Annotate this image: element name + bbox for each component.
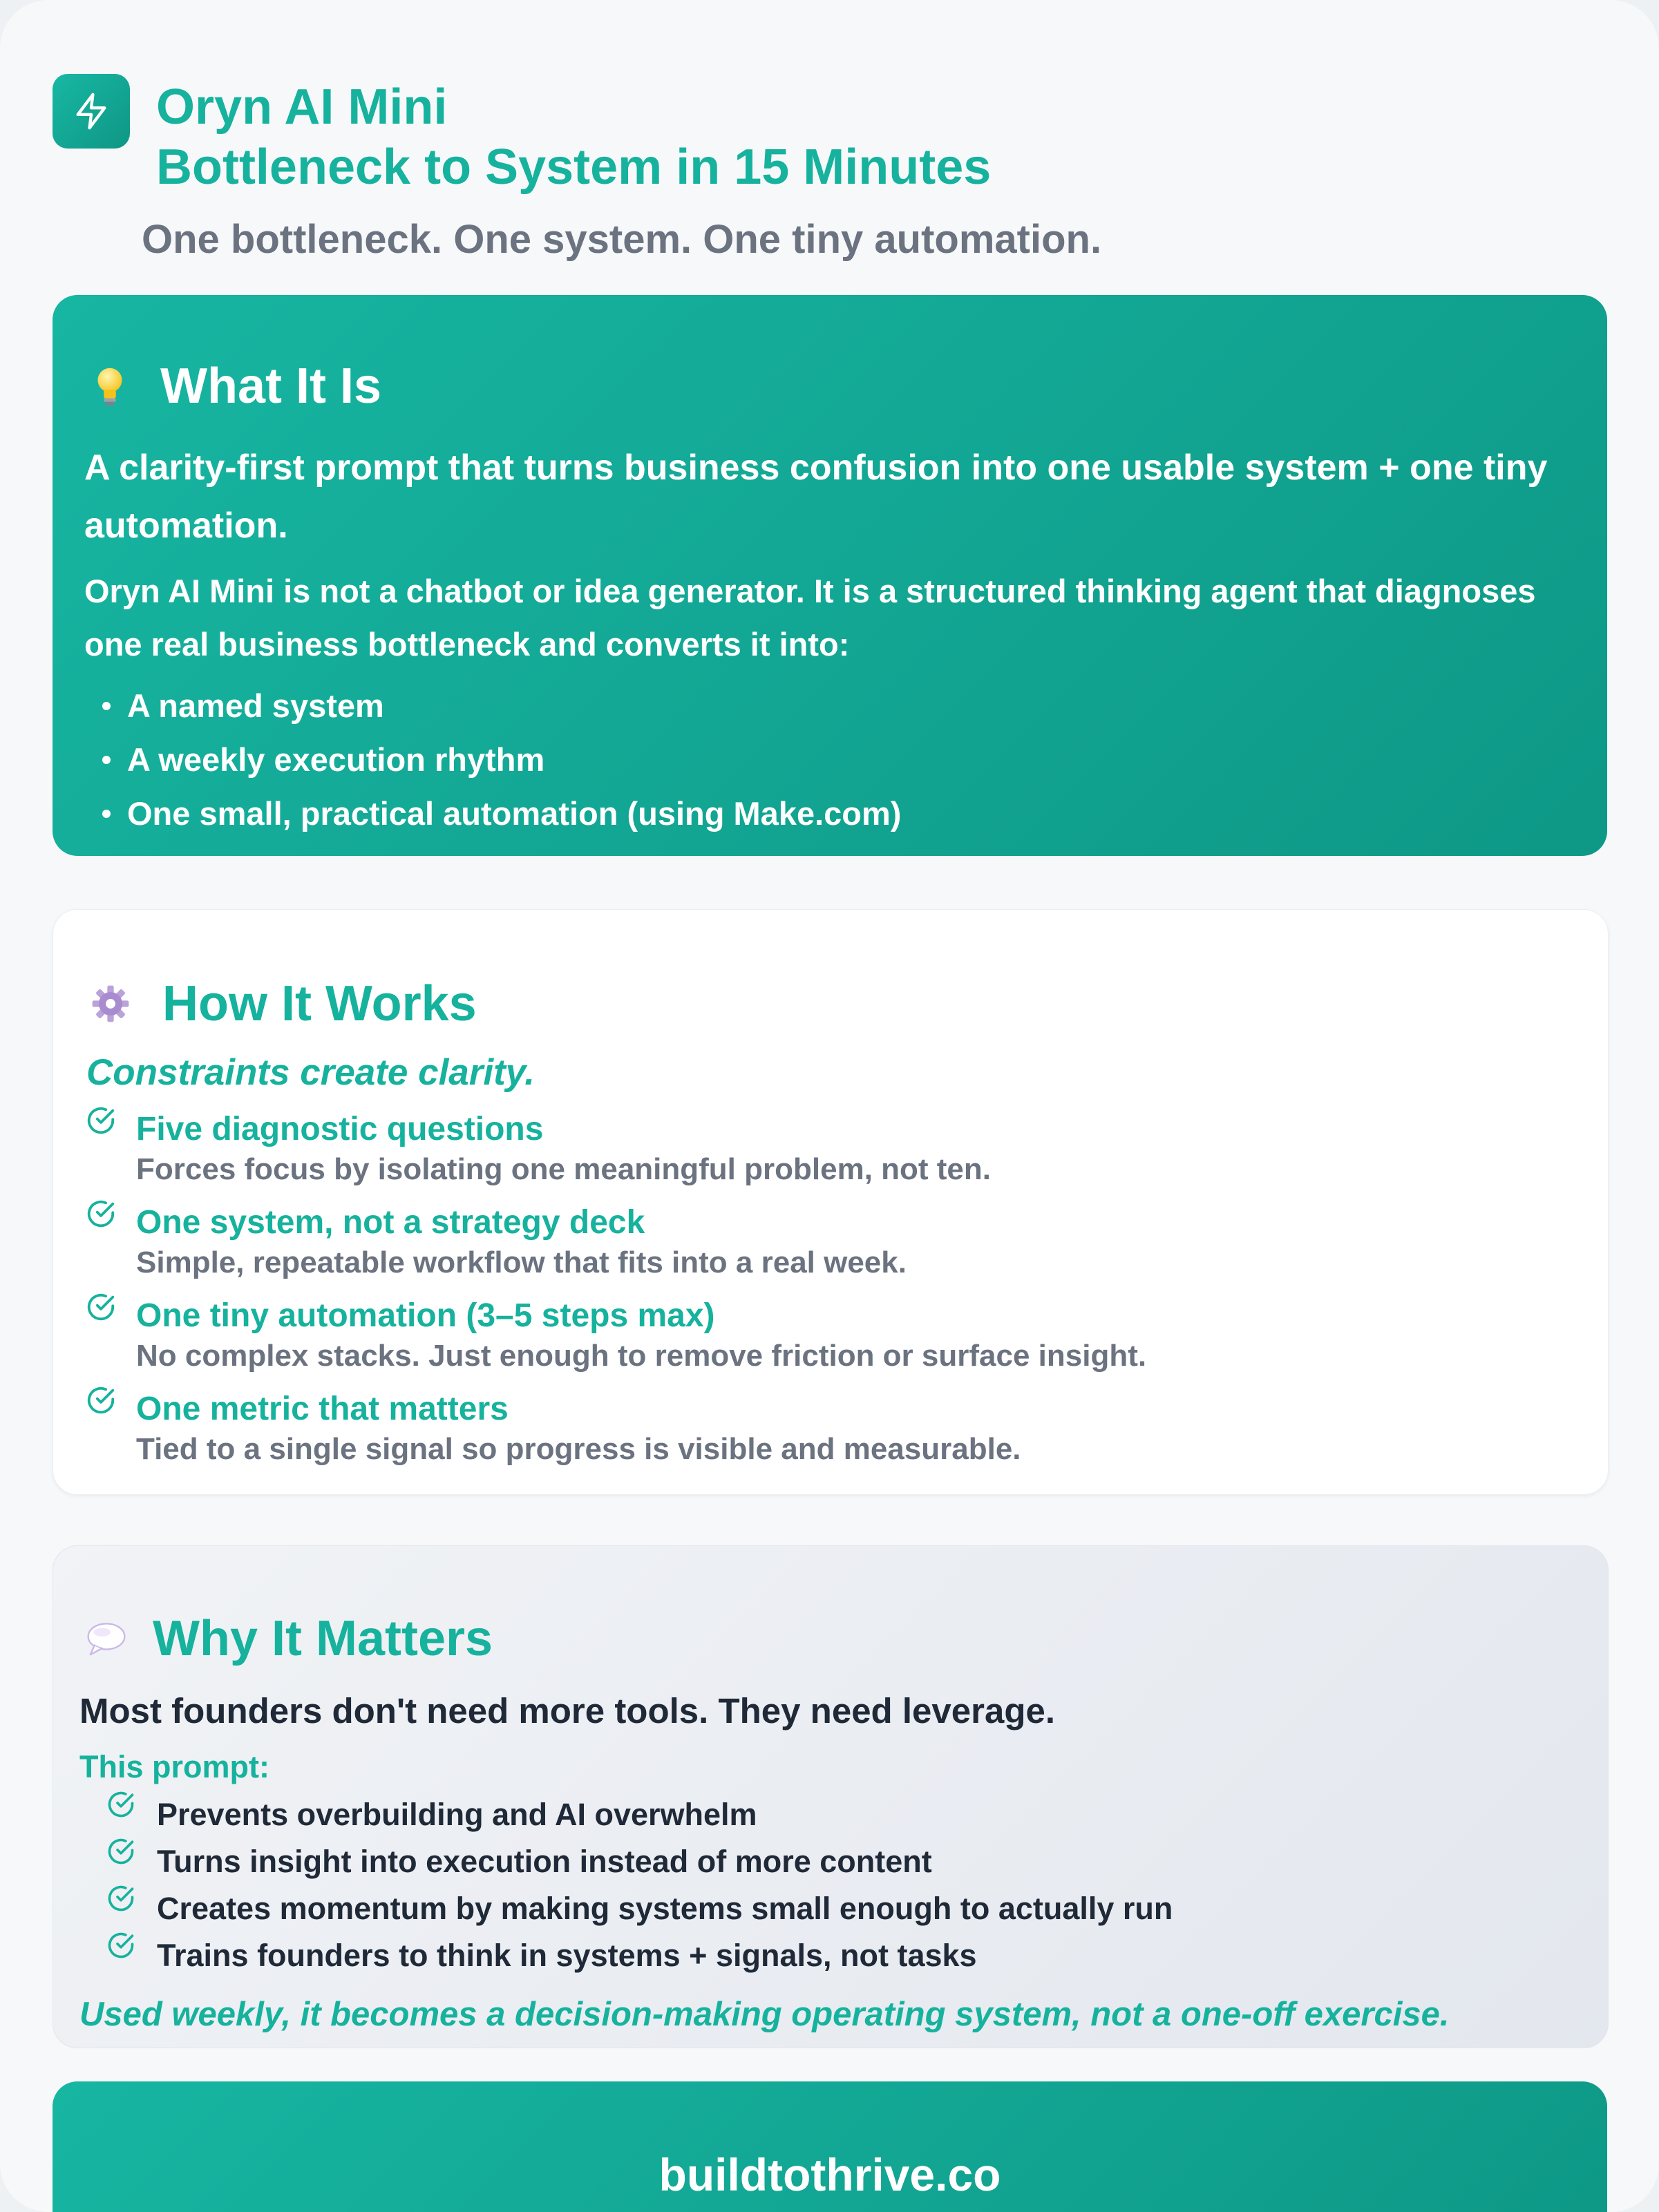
why-it-matters-closing: Used weekly, it becomes a decision-making operating system, not a one-off exercise. [79, 1996, 1450, 2033]
item-description: Simple, repeatable workflow that fits into a real week. [136, 1246, 907, 1279]
bullet-text: A named system [127, 687, 384, 724]
how-it-works-tagline: Constraints create clarity. [86, 1052, 535, 1093]
list-item [102, 733, 901, 787]
item-text: Creates momentum by making systems small enough to actually run [157, 1891, 1173, 1926]
check-circle-icon [106, 1930, 136, 1961]
item-title: Five diagnostic questions [136, 1111, 544, 1147]
bullet-icon [102, 756, 111, 764]
check-circle-icon [106, 1883, 136, 1914]
list-item [106, 1887, 1557, 1929]
footer-website-link[interactable]: buildtothrive.co [658, 2149, 1001, 2200]
gear-icon [89, 982, 132, 1025]
list-item [102, 679, 901, 733]
check-circle-icon [85, 1198, 117, 1230]
item-title: One system, not a strategy deck [136, 1204, 645, 1241]
how-it-works-heading: How It Works [162, 976, 477, 1031]
list-item [106, 1793, 1557, 1835]
item-text: Trains founders to think in systems + signals, not tasks [157, 1938, 977, 1973]
what-it-is-header [86, 359, 381, 414]
list-item [106, 1840, 1557, 1882]
list-item [102, 787, 901, 841]
item-description: Forces focus by isolating one meaningful problem, not ten. [136, 1152, 992, 1186]
list-item [106, 1934, 1557, 1976]
page-subtitle: One bottleneck. One system. One tiny automation. [142, 217, 1102, 262]
why-it-matters-lead: Most founders don't need more tools. They need leverage. [79, 1691, 1056, 1730]
item-title: One tiny automation (3–5 steps max) [136, 1297, 715, 1334]
why-it-matters-header [85, 1611, 493, 1666]
check-circle-icon [85, 1105, 117, 1136]
footer-banner [53, 2081, 1607, 2212]
lightning-bolt-icon [71, 91, 111, 131]
check-circle-icon [106, 1836, 136, 1867]
what-it-is-card [53, 295, 1607, 856]
item-text: Turns insight into execution instead of more content [157, 1844, 932, 1879]
how-it-works-header [89, 976, 477, 1031]
what-it-is-description: Oryn AI Mini is not a chatbot or idea generator. It is a structured thinking agent that diagnoses one real business bottleneck and converts it into: [84, 573, 1536, 662]
lightbulb-icon [86, 362, 134, 410]
what-it-is-lead: A clarity-first prompt that turns business confusion into one usable system + one tiny automation. [84, 448, 1548, 546]
why-it-matters-subheading: This prompt: [79, 1749, 269, 1784]
bullet-icon [102, 810, 111, 818]
bullet-text: One small, practical automation (using Make.com) [127, 795, 902, 832]
item-description: No complex stacks. Just enough to remove friction or surface insight. [136, 1339, 1147, 1373]
title-line-1: Oryn AI Mini [156, 79, 448, 135]
item-description: Tied to a single signal so progress is visible and measurable. [136, 1432, 1021, 1466]
why-it-matters-heading: Why It Matters [153, 1611, 493, 1666]
check-circle-icon [106, 1789, 136, 1820]
logo-badge [53, 74, 130, 149]
check-circle-icon [85, 1291, 117, 1323]
why-it-matters-card [53, 1545, 1609, 2048]
bullet-icon [102, 702, 111, 710]
how-it-works-card [53, 909, 1609, 1495]
item-title: One metric that matters [136, 1391, 509, 1427]
title-line-2: Bottleneck to System in 15 Minutes [156, 140, 992, 195]
what-it-is-heading: What It Is [160, 359, 381, 414]
speech-bubble-icon [85, 1617, 128, 1660]
item-text: Prevents overbuilding and AI overwhelm [157, 1797, 757, 1832]
what-it-is-bullet-list [102, 679, 901, 841]
bullet-text: A weekly execution rhythm [127, 741, 545, 778]
check-circle-icon [85, 1384, 117, 1416]
